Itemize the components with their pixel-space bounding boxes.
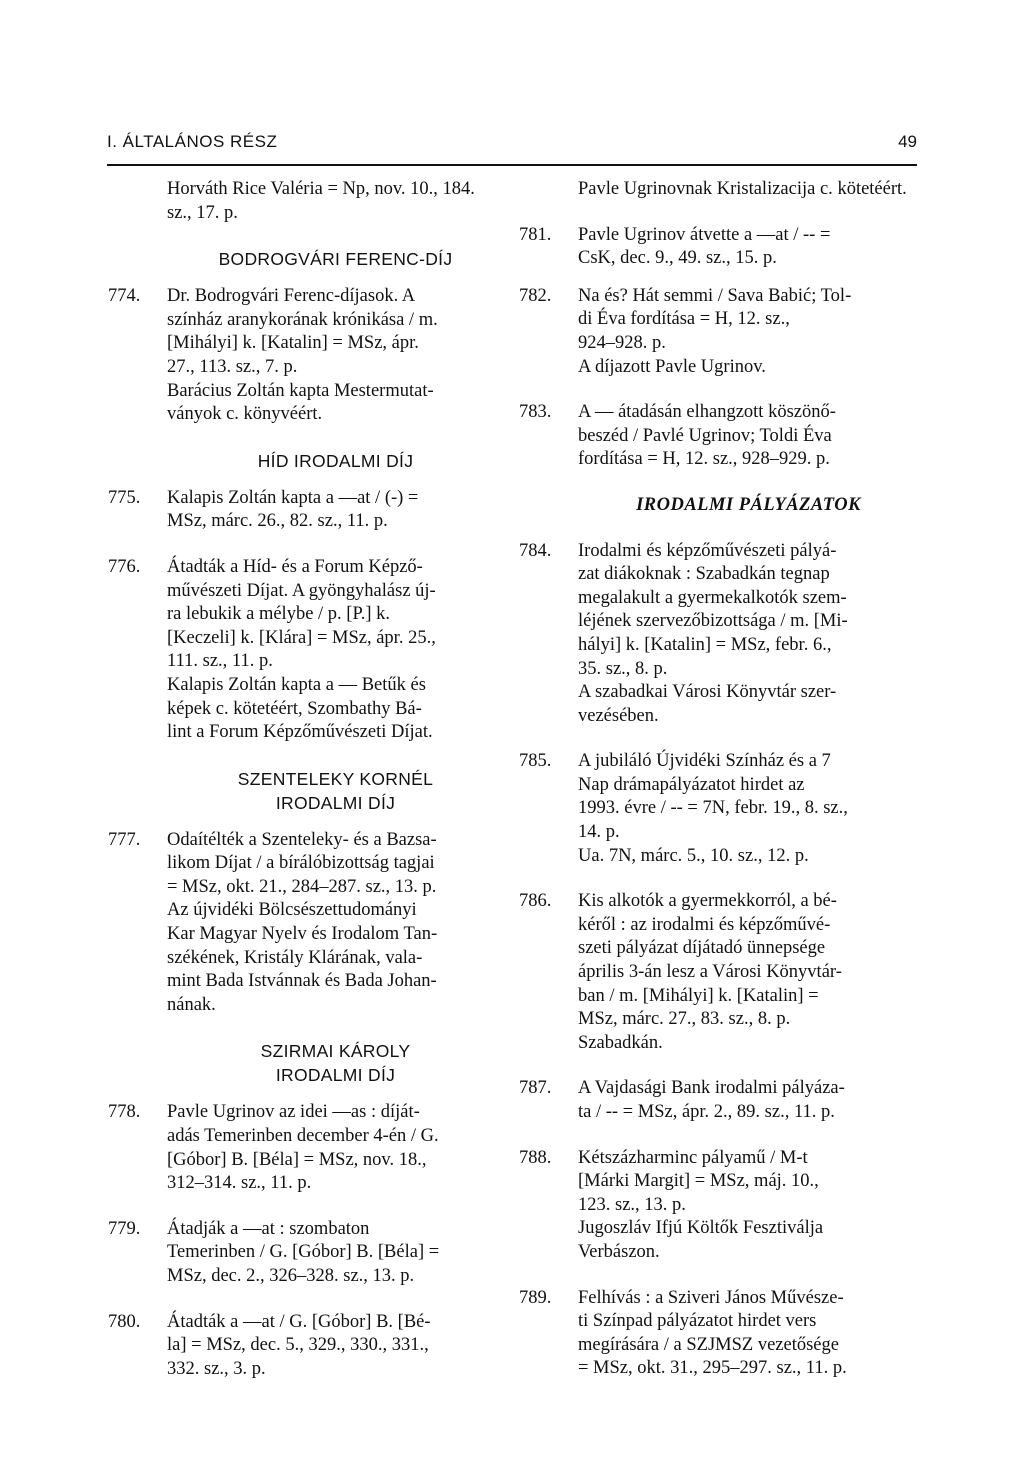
entry-line: [Góbor] B. [Béla] = MSz, nov. 18.,	[167, 1149, 427, 1170]
entry-line: megírására / a SZJMSZ vezetősége	[578, 1334, 839, 1355]
heading-line: SZENTELEKY KORNÉL	[237, 768, 434, 789]
section-heading	[108, 449, 504, 473]
entry-number: 785.	[519, 751, 552, 772]
entry-line: székének, Kristály Klárának, vala-	[167, 947, 423, 968]
section-heading	[519, 494, 919, 518]
entry-784	[519, 540, 919, 729]
entry-line: Verbászon.	[578, 1241, 660, 1262]
running-header	[107, 132, 917, 164]
entry-line: CsK, dec. 9., 49. sz., 15. p.	[578, 248, 777, 269]
entry-line: Átadták a —at / G. [Góbor] B. [Bé-	[167, 1311, 431, 1332]
entry-line: Pavle Ugrinov átvette a —at / -- =	[578, 224, 831, 245]
header-rule	[107, 164, 917, 166]
entry-line: ra lebukik a mélybe / p. [P.] k.	[167, 604, 390, 625]
continued-entry	[519, 178, 919, 202]
entry-785	[519, 750, 919, 868]
entry-line: A jubiláló Újvidéki Színház és a 7	[578, 751, 831, 772]
section-heading	[108, 247, 504, 271]
entry-line: Horváth Rice Valéria = Np, nov. 10.,	[167, 179, 438, 199]
entry-776	[108, 556, 504, 745]
entry-780	[108, 1311, 504, 1382]
entry-number: 789.	[519, 1287, 552, 1308]
entry-line: Kétszázharminc pályamű / M-t	[578, 1147, 808, 1168]
entry-line: 924–928. p.	[578, 332, 666, 353]
entry-line: április 3-án lesz a Városi Könyvtár-	[578, 962, 842, 983]
entry-line: hályi] k. [Katalin] = MSz, febr. 6.,	[578, 634, 832, 655]
entry-line: adás Temerinben december 4-én / G.	[167, 1126, 439, 1147]
entry-number: 779.	[108, 1218, 141, 1239]
entry-line: 184. sz., 17. p.	[167, 179, 475, 223]
entry-line: 312–314. sz., 11. p.	[167, 1173, 312, 1194]
section-heading	[108, 1039, 504, 1087]
right-column	[519, 178, 919, 1381]
entry-line: ban / m. [Mihályi] k. [Katalin] =	[578, 985, 819, 1006]
entry-782	[519, 285, 919, 379]
section-title: I. ÁLTALÁNOS RÉSZ	[107, 132, 278, 151]
entry-line: lint a Forum Képzőművészeti Díjat.	[167, 722, 433, 743]
entry-line: A szabadkai Városi Könyvtár szer-	[578, 682, 837, 703]
page-number: 49	[898, 132, 917, 151]
entry-line: A — átadásán elhangzott köszönő-	[578, 402, 836, 423]
entry-line: Dr. Bodrogvári Ferenc-díjasok. A	[167, 286, 416, 307]
entry-line: kéről : az irodalmi és képzőművé-	[578, 914, 831, 935]
entry-line: = MSz, okt. 21., 284–287. sz., 13. p.	[167, 876, 437, 897]
entry-number: 777.	[108, 829, 141, 850]
entry-line: A Vajdasági Bank irodalmi pályáza-	[578, 1078, 845, 1099]
entry-line: 27., 113. sz., 7. p.	[167, 356, 298, 377]
entry-line: színház aranykorának krónikása / m.	[167, 309, 438, 330]
entry-788	[519, 1147, 919, 1265]
heading-line: IRODALMI DÍJ	[275, 792, 396, 813]
entry-number: 775.	[108, 487, 141, 508]
entry-line: 1993. évre / -- = 7N, febr. 19., 8. sz.,	[578, 798, 848, 819]
entry-line: Átadták a Híd- és a Forum Képző-	[167, 556, 423, 577]
entry-number: 787.	[519, 1078, 552, 1099]
entry-775	[108, 487, 504, 534]
entry-line: Barácius Zoltán kapta Mestermutat-	[167, 380, 434, 401]
entry-line: Kar Magyar Nyelv és Irodalom Tan-	[167, 924, 438, 945]
entry-line: [Márki Margit] = MSz, máj. 10.,	[578, 1171, 819, 1192]
entry-number: 781.	[519, 224, 552, 245]
entry-line: kötetéért.	[837, 179, 907, 199]
entry-line: Szabadkán.	[578, 1032, 663, 1053]
entry-number: 783.	[519, 402, 552, 423]
heading-line: IRODALMI PÁLYÁZATOK	[636, 494, 861, 515]
entry-line: [Mihályi] k. [Katalin] = MSz, ápr.	[167, 333, 419, 354]
entry-line: nának.	[167, 994, 216, 1015]
entry-line: szeti pályázat díjátadó ünnepsége	[578, 938, 826, 959]
entry-line: Temerinben / G. [Góbor] B. [Béla] =	[167, 1242, 440, 1263]
entry-number: 774.	[108, 286, 141, 307]
section-heading	[108, 767, 504, 815]
entry-line: Felhívás : a Sziveri János Művésze-	[578, 1287, 844, 1308]
entry-line: Kis alkotók a gyermekkorról, a bé-	[578, 891, 837, 912]
entry-line: Ua. 7N, márc. 5., 10. sz., 12. p.	[578, 845, 809, 866]
entry-line: [Keczeli] k. [Klára] = MSz, ápr. 25.,	[167, 627, 436, 648]
entry-line: 111. sz., 11. p.	[167, 651, 273, 672]
heading-line: SZIRMAI KÁROLY	[260, 1041, 411, 1062]
entry-789	[519, 1287, 919, 1381]
left-column	[108, 178, 504, 1381]
entry-line: ta / -- = MSz, ápr. 2., 89. sz., 11. p.	[578, 1102, 835, 1122]
entry-line: Az újvidéki Bölcsészettudományi	[167, 900, 417, 921]
entry-line: Kalapis Zoltán kapta a — Betűk és	[167, 674, 426, 695]
entry-line: 14. p.	[578, 822, 620, 843]
entry-line: 332. sz., 3. p.	[167, 1358, 266, 1379]
entry-number: 784.	[519, 540, 552, 561]
entry-line: képek c. kötetéért, Szombathy Bá-	[167, 698, 422, 719]
entry-line: mint Bada Istvánnak és Bada Johan-	[167, 971, 437, 992]
entry-786	[519, 890, 919, 1055]
entry-line: likom Díjat / a bírálóbizottság tagjai	[167, 853, 435, 874]
heading-line: IRODALMI DÍJ	[275, 1065, 396, 1086]
entry-line: megalakult a gyermekalkotók szem-	[578, 587, 847, 608]
entry-number: 776.	[108, 556, 141, 577]
entry-number: 782.	[519, 285, 552, 306]
entry-line: Kalapis Zoltán kapta a —at / (-) =	[167, 487, 419, 508]
entry-line: ványok c. könyvéért.	[167, 404, 323, 425]
entry-787	[519, 1077, 919, 1124]
continued-entry	[108, 178, 504, 225]
entry-line: művészeti Díjat. A gyöngyhalász új-	[167, 580, 436, 601]
entry-line: Nap drámapályázatot hirdet az	[578, 774, 805, 795]
entry-line: ti Színpad pályázatot hirdet vers	[578, 1311, 817, 1332]
entry-line: beszéd / Pavlé Ugrinov; Toldi Éva	[578, 425, 832, 446]
entry-line: fordítása = H, 12. sz., 928–929. p.	[578, 449, 830, 470]
entry-781	[519, 224, 919, 271]
entry-line: = MSz, okt. 31., 295–297. sz., 11. p.	[578, 1358, 847, 1379]
entry-number: 786.	[519, 891, 552, 912]
entry-778	[108, 1101, 504, 1195]
entry-line: Odaítélték a Szenteleky- és a Bazsa-	[167, 829, 437, 850]
entry-line: Pavle Ugrinov az idei —as : díját-	[167, 1102, 420, 1123]
entry-line: la] = MSz, dec. 5., 329., 330., 331.,	[167, 1335, 429, 1356]
entry-number: 780.	[108, 1311, 141, 1332]
heading-line: HÍD IRODALMI DÍJ	[257, 450, 414, 471]
entry-783	[519, 401, 919, 472]
entry-line: léjének szervezőbizottsága / m. [Mi-	[578, 611, 848, 632]
entry-774	[108, 285, 504, 427]
entry-line: vezésében.	[578, 705, 659, 726]
entry-number: 788.	[519, 1147, 552, 1168]
entry-line: 35. sz., 8. p.	[578, 658, 668, 679]
entry-number: 778.	[108, 1102, 141, 1123]
entry-line: Jugoszláv Ifjú Költők Fesztiválja	[578, 1218, 824, 1239]
entry-line: 123. sz., 13. p.	[578, 1194, 686, 1215]
entry-line: MSz, márc. 26., 82. sz., 11. p.	[167, 511, 388, 532]
entry-779	[108, 1218, 504, 1289]
entry-line: Pavle Ugrinovnak Kristalizacija c.	[578, 179, 833, 199]
entry-line: Átadják a —at : szombaton	[167, 1218, 370, 1239]
entry-777	[108, 829, 504, 1018]
heading-line: BODROGVÁRI FERENC-DÍJ	[218, 249, 453, 270]
entry-line: MSz, dec. 2., 326–328. sz., 13. p.	[167, 1266, 415, 1286]
entry-line: Na és? Hát semmi / Sava Babić; Tol-	[578, 285, 852, 306]
entry-line: MSz, márc. 27., 83. sz., 8. p.	[578, 1009, 791, 1030]
entry-line: di Éva fordítása = H, 12. sz.,	[578, 309, 790, 330]
entry-line: Irodalmi és képzőművészeti pályá-	[578, 540, 837, 561]
entry-line: A díjazott Pavle Ugrinov.	[578, 356, 766, 377]
entry-line: zat diákoknak : Szabadkán tegnap	[578, 564, 830, 585]
